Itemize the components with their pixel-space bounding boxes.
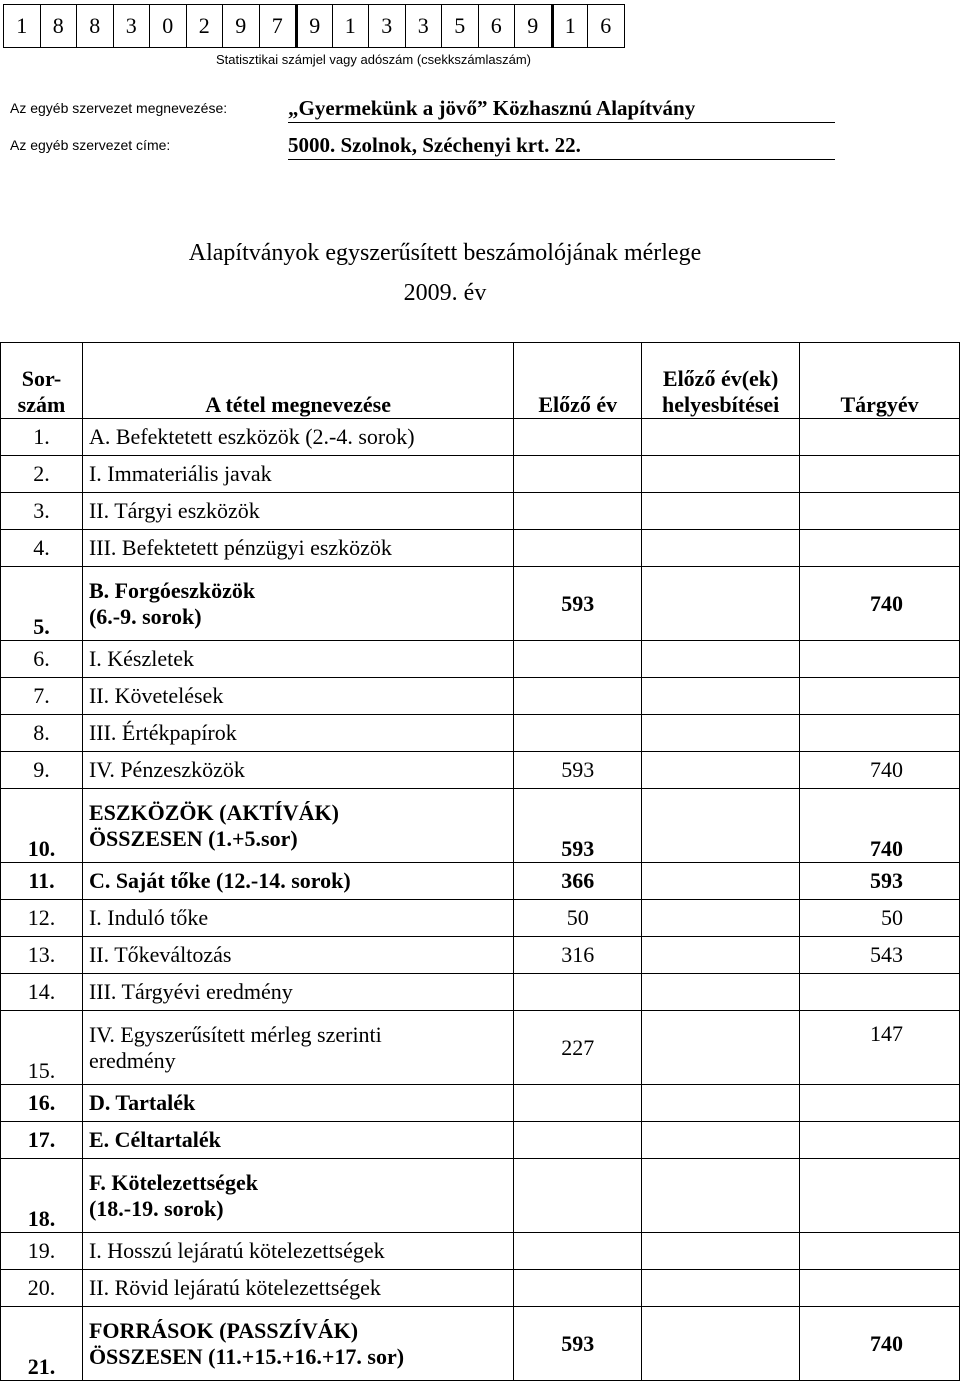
table-row: [1, 752, 960, 789]
header-corr-line2: helyesbítései: [661, 392, 780, 417]
tax-digit: 3: [368, 4, 406, 48]
row-number: 4.: [1, 530, 83, 567]
table-row: [1, 789, 960, 863]
row-curr: [800, 1233, 960, 1270]
row-curr: [800, 715, 960, 752]
row-curr: [800, 1159, 960, 1233]
row-curr: [800, 678, 960, 715]
table-row: [1, 937, 960, 974]
row-curr: [800, 1085, 960, 1122]
row-number: 12.: [1, 900, 83, 937]
table-row: [1, 715, 960, 752]
row-corr: [642, 678, 800, 715]
row-name: C. Saját tőke (12.-14. sorok): [82, 863, 513, 900]
row-curr: [800, 530, 960, 567]
table-header: [1, 343, 960, 419]
row-number: 7.: [1, 678, 83, 715]
row-corr: [642, 1085, 800, 1122]
tax-digit: 9: [222, 4, 260, 48]
document-title: Alapítványok egyszerűsített beszámolójának mérlege: [188, 240, 702, 266]
table-row: [1, 456, 960, 493]
header-corr-line1: Előző év(ek): [662, 366, 779, 391]
row-name: IV. Pénzeszközök: [82, 752, 513, 789]
table-row: [1, 1270, 960, 1307]
row-curr: [800, 974, 960, 1011]
row-prev: [514, 419, 642, 456]
table-row: [1, 678, 960, 715]
row-curr: [800, 1270, 960, 1307]
row-name: [82, 1307, 513, 1381]
row-prev: 227: [514, 1011, 642, 1085]
row-name-line1: IV. Egyszerűsített mérleg szerinti: [88, 1021, 382, 1047]
table-row: [1, 1233, 960, 1270]
row-curr: 147: [800, 1011, 960, 1085]
row-curr: 740: [800, 567, 960, 641]
row-prev: 50: [514, 900, 642, 937]
row-corr: [642, 900, 800, 937]
row-corr: [642, 567, 800, 641]
tax-digit: 1: [3, 4, 41, 48]
org-name-label: Az egyéb szervezet megnevezése:: [10, 100, 228, 116]
table-row: [1, 419, 960, 456]
row-number: 13.: [1, 937, 83, 974]
row-corr: [642, 1011, 800, 1085]
row-name: III. Értékpapírok: [82, 715, 513, 752]
table-row: [1, 1011, 960, 1085]
org-address-value: 5000. Szolnok, Széchenyi krt. 22.: [288, 133, 835, 160]
tax-digit: 8: [40, 4, 78, 48]
row-name: [82, 1011, 513, 1085]
row-number: 5.: [1, 567, 83, 641]
header-prev: Előző év: [514, 343, 642, 419]
row-curr: 50: [800, 900, 960, 937]
row-name: II. Tárgyi eszközök: [82, 493, 513, 530]
row-corr: [642, 715, 800, 752]
row-name: I. Immateriális javak: [82, 456, 513, 493]
row-prev: [514, 1159, 642, 1233]
row-curr: [800, 641, 960, 678]
table-row: [1, 641, 960, 678]
row-corr: [642, 937, 800, 974]
header-name: A tétel megnevezése: [82, 343, 513, 419]
row-prev: 366: [514, 863, 642, 900]
row-prev: [514, 530, 642, 567]
table-row: [1, 1085, 960, 1122]
table-row: [1, 530, 960, 567]
row-corr: [642, 641, 800, 678]
tax-digit: 6: [587, 4, 625, 48]
row-name-line1: F. Kötelezettségek: [88, 1169, 258, 1195]
table-row: [1, 900, 960, 937]
row-corr: [642, 1159, 800, 1233]
table-row: [1, 493, 960, 530]
row-name-line1: ESZKÖZÖK (AKTÍVÁK): [88, 799, 339, 825]
row-prev: 593: [514, 789, 642, 863]
tax-digit: 6: [478, 4, 516, 48]
row-prev: 593: [514, 567, 642, 641]
row-number: 21.: [1, 1307, 83, 1381]
row-name: I. Készletek: [82, 641, 513, 678]
row-curr: 740: [800, 752, 960, 789]
balance-sheet-table: [0, 342, 960, 1381]
row-prev: [514, 1122, 642, 1159]
row-number: 11.: [1, 863, 83, 900]
row-curr: [800, 1122, 960, 1159]
row-prev: [514, 1233, 642, 1270]
row-corr: [642, 530, 800, 567]
row-prev: [514, 456, 642, 493]
row-number: 16.: [1, 1085, 83, 1122]
row-corr: [642, 974, 800, 1011]
tax-digit: 0: [149, 4, 187, 48]
table-row: [1, 1122, 960, 1159]
tax-digit: 5: [441, 4, 479, 48]
row-corr: [642, 1307, 800, 1381]
row-name: I. Induló tőke: [82, 900, 513, 937]
row-name: II. Tőkeváltozás: [82, 937, 513, 974]
row-number: 9.: [1, 752, 83, 789]
table-row: [1, 1159, 960, 1233]
row-corr: [642, 789, 800, 863]
row-corr: [642, 1122, 800, 1159]
table-row: [1, 567, 960, 641]
row-name-line2: ÖSSZESEN (1.+5.sor): [88, 825, 298, 851]
row-number: 1.: [1, 419, 83, 456]
header-sor-line2: szám: [17, 392, 66, 417]
org-address-label: Az egyéb szervezet címe:: [10, 137, 171, 153]
row-curr: 593: [800, 863, 960, 900]
row-name: D. Tartalék: [82, 1085, 513, 1122]
tax-digit: 1: [551, 4, 589, 48]
table-row: [1, 863, 960, 900]
row-name-line2: (18.-19. sorok): [88, 1195, 224, 1221]
row-curr: [800, 419, 960, 456]
tax-digit: 9: [514, 4, 552, 48]
row-name-line2: ÖSSZESEN (11.+15.+16.+17. sor): [88, 1343, 405, 1369]
row-corr: [642, 493, 800, 530]
row-name: [82, 789, 513, 863]
tax-digit: 3: [405, 4, 443, 48]
header-sorszam: [1, 343, 83, 419]
row-name: II. Követelések: [82, 678, 513, 715]
row-curr: [800, 493, 960, 530]
row-name: III. Tárgyévi eredmény: [82, 974, 513, 1011]
row-corr: [642, 752, 800, 789]
table-row: [1, 974, 960, 1011]
row-name-line1: B. Forgóeszközök: [88, 577, 256, 603]
row-prev: 316: [514, 937, 642, 974]
row-prev: [514, 1270, 642, 1307]
row-name-line1: FORRÁSOK (PASSZÍVÁK): [88, 1317, 359, 1343]
row-name: III. Befektetett pénzügyi eszközök: [82, 530, 513, 567]
header-sor-line1: Sor-: [21, 366, 62, 391]
tax-digit: 1: [332, 4, 370, 48]
row-number: 8.: [1, 715, 83, 752]
header-corr: [642, 343, 800, 419]
row-prev: [514, 678, 642, 715]
row-name: I. Hosszú lejáratú kötelezettségek: [82, 1233, 513, 1270]
row-name-line2: eredmény: [88, 1047, 176, 1073]
row-number: 14.: [1, 974, 83, 1011]
row-curr: [800, 456, 960, 493]
row-corr: [642, 419, 800, 456]
row-name: [82, 1159, 513, 1233]
row-corr: [642, 1233, 800, 1270]
tax-number-boxes: [4, 4, 625, 48]
row-prev: [514, 1085, 642, 1122]
header-curr: Tárgyév: [800, 343, 960, 419]
row-curr: 543: [800, 937, 960, 974]
row-number: 19.: [1, 1233, 83, 1270]
row-prev: 593: [514, 1307, 642, 1381]
document-year: 2009. év: [403, 280, 487, 306]
tax-digit: 7: [259, 4, 297, 48]
row-name: E. Céltartalék: [82, 1122, 513, 1159]
org-name-value: „Gyermekünk a jövő” Közhasznú Alapítvány: [288, 96, 835, 123]
row-number: 3.: [1, 493, 83, 530]
table-row: [1, 1307, 960, 1381]
row-prev: 593: [514, 752, 642, 789]
row-corr: [642, 863, 800, 900]
row-number: 6.: [1, 641, 83, 678]
row-name: A. Befektetett eszközök (2.-4. sorok): [82, 419, 513, 456]
tax-digit: 2: [186, 4, 224, 48]
row-name-line2: (6.-9. sorok): [88, 603, 202, 629]
row-corr: [642, 456, 800, 493]
row-corr: [642, 1270, 800, 1307]
row-curr: 740: [800, 789, 960, 863]
tax-digit: 3: [113, 4, 151, 48]
row-prev: [514, 974, 642, 1011]
row-name: [82, 567, 513, 641]
row-prev: [514, 715, 642, 752]
row-number: 10.: [1, 789, 83, 863]
row-prev: [514, 493, 642, 530]
row-prev: [514, 641, 642, 678]
tax-digit: 9: [295, 4, 333, 48]
row-number: 18.: [1, 1159, 83, 1233]
row-number: 20.: [1, 1270, 83, 1307]
row-number: 17.: [1, 1122, 83, 1159]
row-number: 2.: [1, 456, 83, 493]
row-name: II. Rövid lejáratú kötelezettségek: [82, 1270, 513, 1307]
tax-digit: 8: [76, 4, 114, 48]
tax-number-caption: Statisztikai számjel vagy adószám (csekkszámlaszám): [216, 52, 531, 67]
row-curr: 740: [800, 1307, 960, 1381]
row-number: 15.: [1, 1011, 83, 1085]
